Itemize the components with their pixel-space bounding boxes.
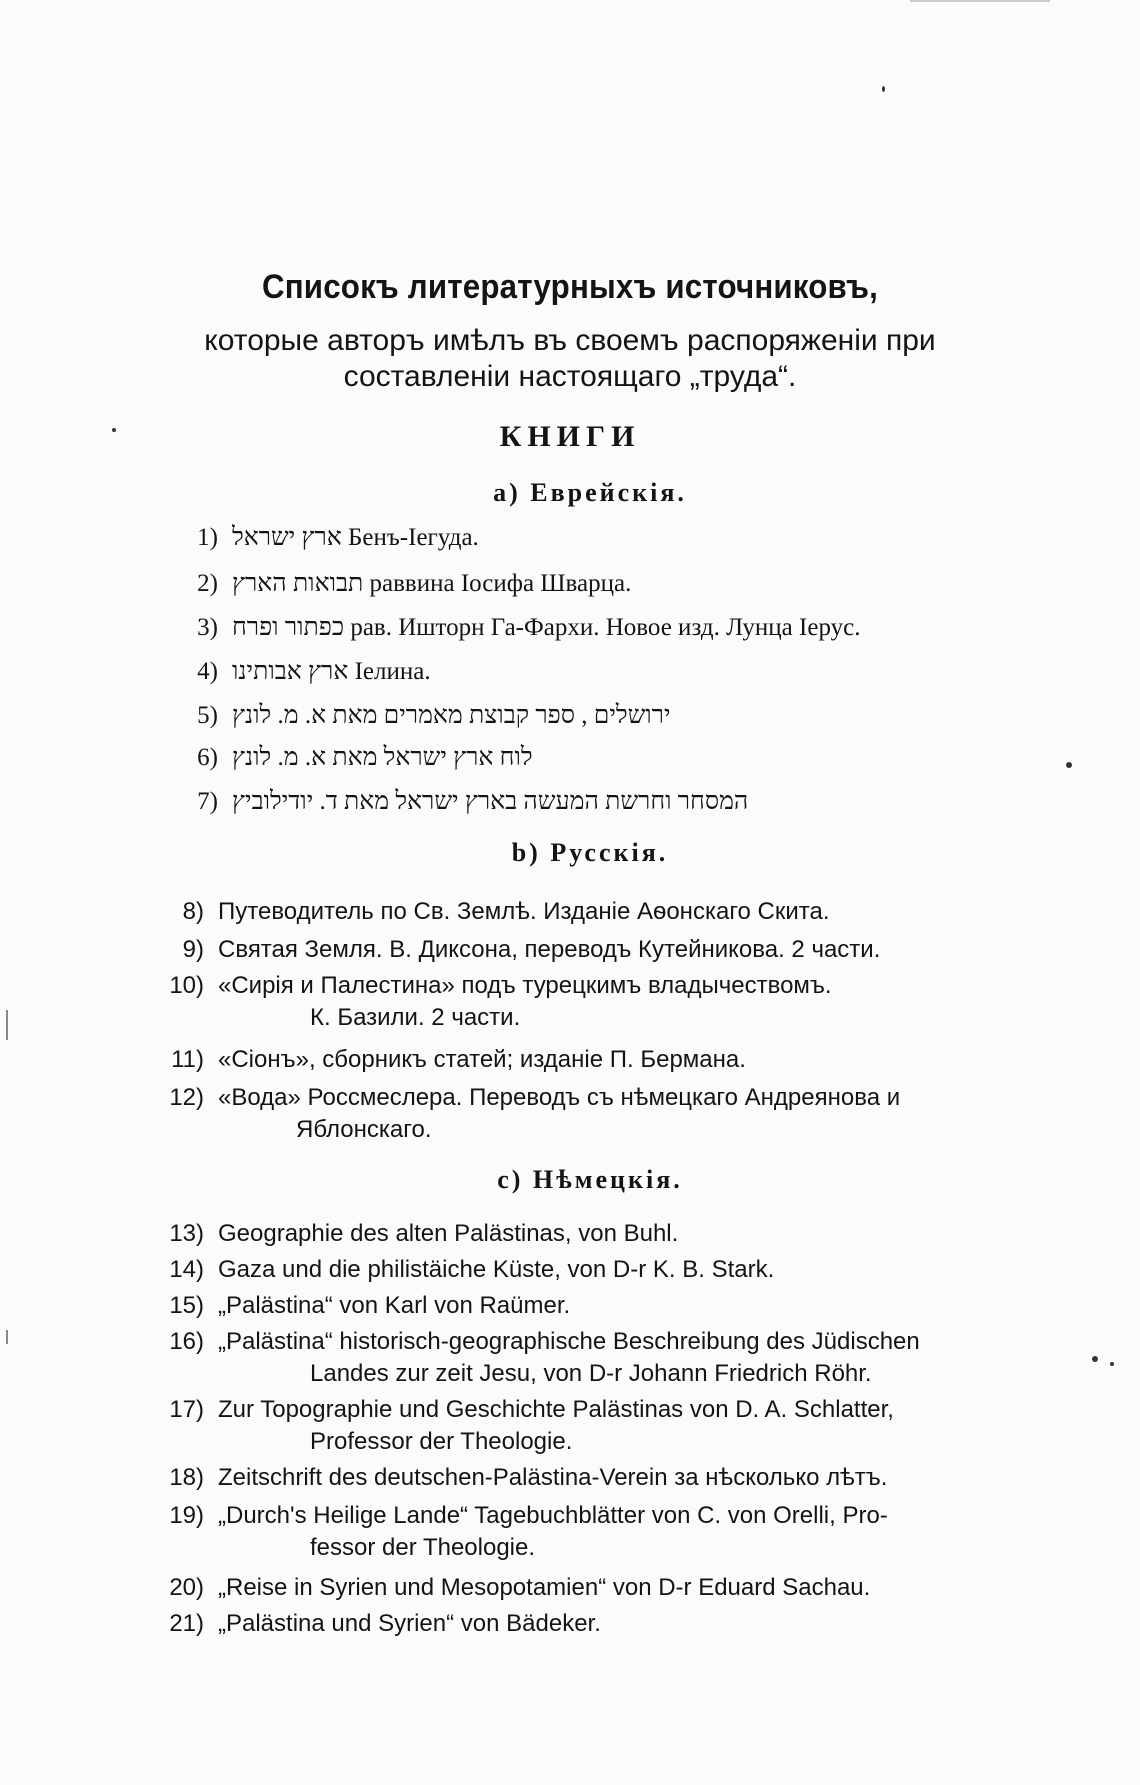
subtitle-line-1: которые авторъ имѣлъ въ своемъ распоряженіи при	[204, 324, 936, 357]
list-item: 8) Путеводитель по Св. Землѣ. Изданіе Аѳонскаго Скита.	[182, 898, 830, 925]
scan-speck	[882, 86, 885, 92]
scan-speck	[1066, 762, 1072, 768]
scan-edge-mark	[6, 1330, 8, 1344]
list-item: 7) המסחר וחרשת המעשה בארץ ישראל מאת ד. יודילוביץ	[197, 788, 749, 815]
section-heading-russian: b) Русскія.	[511, 838, 669, 867]
list-item: 9) Святая Земля. В. Диксона, переводъ Кутейникова. 2 части.	[182, 936, 881, 963]
list-item: 19) „Durch's Heilige Lande“ Tagebuchblätter von C. von Orelli, Pro- fessor der Theologie.	[169, 1502, 888, 1561]
list-item: 16) „Palästina“ historisch-geographische Beschreibung des Jüdischen Landes zur zeit Jesu, von D-r Johann Friedrich Röhr.	[169, 1328, 920, 1387]
list-item: 5) ירושלים , ספר קבוצת מאמרים מאת א. מ. לונץ	[197, 702, 671, 729]
list-item: 4) ארץ אבותינו Іелина.	[197, 658, 431, 685]
scan-speck	[1110, 1362, 1114, 1366]
list-item: 21) „Palästina und Syrien“ von Bädeker.	[169, 1610, 601, 1637]
section-heading-hebrew: а) Еврейскія.	[493, 478, 687, 507]
list-item: 13) Geographie des alten Palästinas, von Buhl.	[169, 1220, 679, 1247]
list-item: 18) Zeitschrift des deutschen-Palästina-Verein за нѣсколько лѣтъ.	[169, 1464, 888, 1491]
scan-edge-mark	[6, 1010, 8, 1040]
list-item: 12) «Вода» Россмеслера. Переводъ съ нѣмецкаго Андреянова и Яблонскаго.	[169, 1084, 901, 1143]
subtitle-line-2: составленіи настоящаго „труда“.	[343, 360, 797, 393]
list-item: 11) «Сіонъ», сборникъ статей; изданіе П. Бермана.	[171, 1046, 746, 1073]
list-item: 1) ארץ ישראל Бенъ-Іегуда.	[197, 524, 479, 551]
list-item: 17) Zur Topographie und Geschichte Palästinas von D. A. Schlatter, Professor der Theologie.	[169, 1396, 894, 1455]
page-title: Списокъ литературныхъ источниковъ,	[261, 268, 879, 306]
list-item: 10) «Сирія и Палестина» подъ турецкимъ владычествомъ. К. Базили. 2 части.	[169, 972, 832, 1031]
list-item: 6) לוח ארץ ישראל מאת א. מ. לונץ	[197, 744, 533, 771]
scan-speck	[1092, 1356, 1098, 1362]
list-item: 15) „Palästina“ von Karl von Raümer.	[169, 1292, 571, 1319]
books-heading: КНИГИ	[499, 420, 641, 453]
scan-speck	[112, 428, 116, 432]
list-item: 20) „Reise in Syrien und Mesopotamien“ von D-r Eduard Sachau.	[169, 1574, 871, 1601]
list-item: 14) Gaza und die philistäiche Küste, von D-r K. B. Stark.	[169, 1256, 775, 1283]
scan-edge-mark	[910, 0, 1050, 2]
list-item: 2) תבואות הארץ раввина Іосифа Шварца.	[197, 570, 632, 597]
list-item: 3) כפתור ופרח рав. Ишторн Га-Фархи. Новое изд. Лунца Іерус.	[197, 614, 861, 641]
section-heading-german: с) Нѣмецкія.	[497, 1165, 683, 1194]
